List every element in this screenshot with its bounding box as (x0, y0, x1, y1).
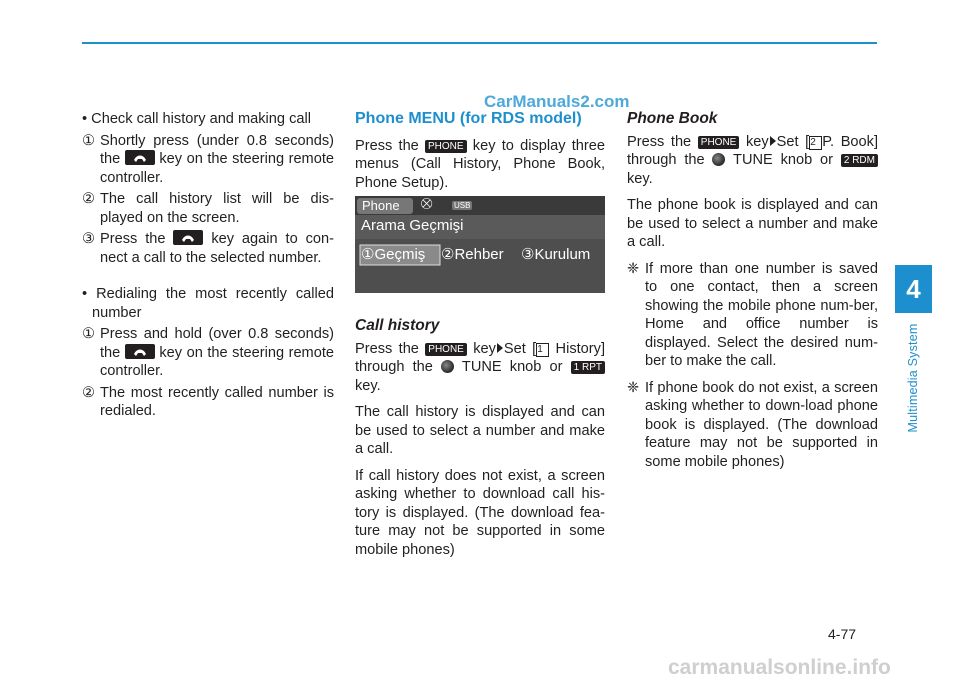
call-key-icon (125, 150, 155, 165)
column-call-history-redial (82, 110, 334, 421)
phone-key-badge: PHONE (698, 136, 740, 149)
step-1-press-hold (82, 325, 334, 381)
rdm-key-badge: 2 RDM (841, 154, 878, 167)
menu-number-box: 2 (809, 136, 822, 150)
call-history-description: The call history is displayed and can be used to select a number and make a call. (355, 404, 605, 457)
instr-text: Press the (355, 340, 419, 357)
phone-key-badge: PHONE (425, 343, 467, 356)
step-text: The most recently called number is redialed. (100, 384, 334, 419)
arrow-right-icon (497, 343, 503, 353)
phone-book-description: The phone book is displayed and can be used to select a number and make a call. (627, 197, 878, 250)
instr-text: key (745, 133, 769, 150)
section-call-history (355, 317, 605, 559)
note-mark-icon: ❈ (627, 260, 640, 277)
bullet-check-call-history: • Check call history and making call (82, 111, 311, 127)
step-2-redialed (82, 384, 334, 421)
instr-text: Set [ (776, 133, 810, 150)
intro-text: Press the (355, 137, 419, 154)
phone-book-note-1 (627, 260, 878, 371)
chapter-tab-number: 4 (895, 265, 932, 313)
bullet-redialing: • Redialing the most recently called number (82, 286, 334, 321)
tune-knob-icon (712, 153, 725, 166)
tune-knob-icon (441, 360, 454, 373)
phone-menu-screen-image (355, 196, 605, 293)
section-title-phone-menu: Phone MENU (for RDS model) (355, 110, 582, 127)
note-text: If more than one number is saved to one contact, then a screen showing the mobile phone num-ber, Home and office number is displayed. Select the desired num-ber to make the call. (645, 260, 878, 369)
screen-menu-phonebook[interactable]: ②Rehber (441, 246, 504, 263)
column-phone-menu (355, 110, 605, 192)
call-history-download-note: If call history does not exist, a screen asking whether to download call his-tory is displayed. (The download fea-ture may not be supported in some mobile phones) (355, 467, 605, 558)
watermark-text: CarManuals2.com (484, 92, 630, 111)
footer-watermark: carmanualsonline.info (668, 656, 891, 679)
instr-text: key (473, 340, 496, 357)
step-text: Press the (100, 231, 166, 247)
phone-book-note-2 (627, 379, 878, 472)
phone-menu-intro (355, 137, 605, 193)
step-text: key on the steering remote controller. (100, 151, 335, 186)
screen-menu-setup[interactable]: ③Kurulum (521, 246, 591, 263)
subsection-title-call-history: Call history (355, 317, 440, 334)
call-key-icon (173, 230, 203, 245)
step-text: key on the steering remote controller. (100, 344, 335, 379)
page-number: 4-77 (828, 626, 857, 642)
instr-text: TUNE knob or (461, 359, 563, 375)
step-number: ② (82, 191, 96, 207)
column-phone-book (627, 110, 878, 471)
chapter-tab-label (898, 318, 928, 438)
call-key-icon (125, 344, 155, 359)
instr-text: Press the (627, 133, 692, 150)
usb-icon: USB (454, 201, 471, 210)
bluetooth-icon: ⛒ (421, 198, 433, 210)
note-mark-icon: ❈ (627, 379, 640, 396)
header-rule (82, 42, 877, 44)
phone-book-instruction (627, 133, 878, 189)
step-text: The call history list will be dis-played on the screen. (100, 191, 334, 226)
screen-tab-phone: Phone (362, 198, 400, 213)
instr-text: key. (627, 170, 653, 187)
note-text: If phone book do not exist, a screen asking whether to down-load phone book is displayed. (The download feature may not be supported in some mobile phones) (645, 379, 878, 470)
menu-number-box: 1 (536, 343, 549, 357)
instr-text: History] through the (355, 340, 606, 375)
step-number: ③ (82, 231, 96, 247)
chapter-label-text: Multimedia System (906, 323, 920, 433)
step-2-list-displayed (82, 190, 334, 227)
step-1-shortly-press (82, 132, 334, 188)
phone-key-badge: PHONE (425, 140, 467, 153)
arrow-right-icon (770, 136, 776, 146)
step-text: key again to con-nect a call to the selected number. (100, 231, 334, 266)
step-text: Press and hold (over 0.8 seconds) the (100, 326, 334, 361)
step-number: ① (82, 326, 96, 342)
step-text: Shortly press (under 0.8 seconds) the (100, 132, 334, 167)
screen-header: Arama Geçmişi (361, 217, 464, 234)
call-history-instruction (355, 340, 605, 396)
intro-text: key to display three menus (Call History, Phone Book, Phone Setup). (355, 137, 605, 191)
step-3-press-again (82, 230, 334, 267)
instr-text: TUNE knob or (733, 152, 834, 168)
subsection-title-phone-book: Phone Book (627, 110, 718, 127)
instr-text: key. (355, 377, 381, 394)
step-number: ② (82, 384, 96, 401)
screen-menu-history[interactable]: ①Geçmiş (361, 246, 426, 263)
rpt-key-badge: 1 RPT (571, 361, 605, 374)
instr-text: P. Book] through the (627, 133, 879, 168)
instr-text: Set [ (503, 340, 537, 357)
step-number: ① (82, 132, 96, 149)
